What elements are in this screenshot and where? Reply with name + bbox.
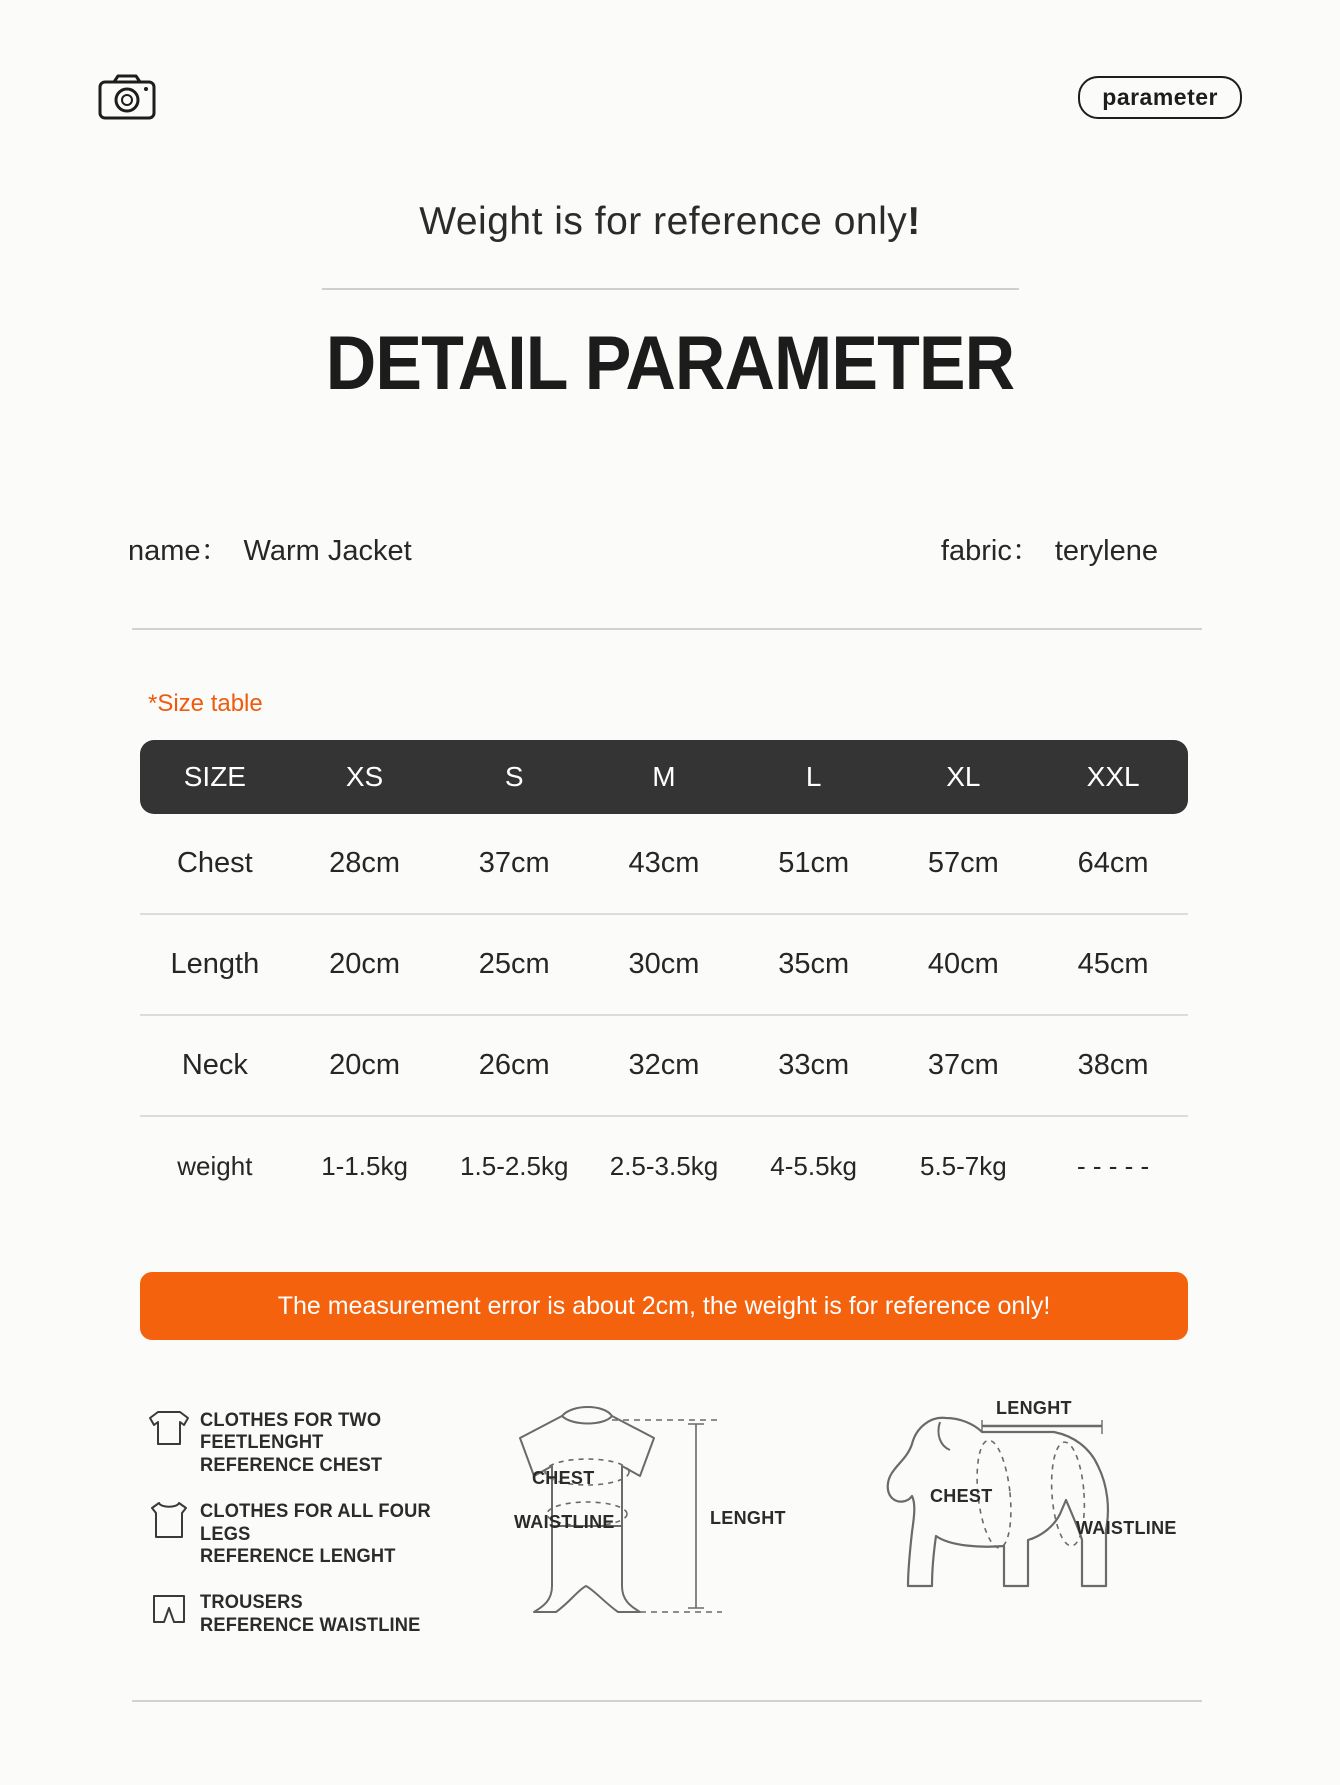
shirt-waistline-label: WAISTLINE xyxy=(514,1512,615,1532)
table-cell: 20cm xyxy=(290,1015,440,1116)
legend-line-2: REFERENCE CHEST xyxy=(200,1454,383,1476)
legend-list xyxy=(138,1408,498,1659)
tshirt-icon xyxy=(138,1408,200,1448)
table-cell: 37cm xyxy=(439,814,589,914)
measurement-guide xyxy=(0,1390,1340,1660)
table-cell: 1-1.5kg xyxy=(321,1151,408,1181)
trousers-icon xyxy=(138,1590,200,1628)
product-name xyxy=(128,528,412,569)
divider-under-meta xyxy=(132,628,1202,630)
table-cell: 2.5-3.5kg xyxy=(609,1151,719,1181)
table-cell: 33cm xyxy=(739,1015,889,1116)
parameter-badge: parameter xyxy=(1078,76,1242,119)
table-row xyxy=(140,1116,1188,1216)
camera-icon xyxy=(98,74,156,120)
table-cell: 25cm xyxy=(439,914,589,1015)
table-row xyxy=(140,914,1188,1015)
table-cell: 32cm xyxy=(589,1015,739,1116)
table-cell: 5.5-7kg xyxy=(920,1151,1007,1181)
table-cell: 35cm xyxy=(739,914,889,1015)
table-cell: 38cm xyxy=(1038,1015,1188,1116)
table-cell: 57cm xyxy=(889,814,1039,914)
table-header-cell: XL xyxy=(889,740,1039,814)
table-header-row xyxy=(140,740,1188,814)
table-cell: 4-5.5kg xyxy=(770,1151,858,1181)
table-cell: 40cm xyxy=(889,914,1039,1015)
size-table-body xyxy=(140,814,1188,1216)
table-header-cell: L xyxy=(739,740,889,814)
legend-line-1: CLOTHES FOR ALL FOUR LEGS xyxy=(200,1501,431,1545)
product-fabric-label: fabric： xyxy=(940,535,1041,567)
list-item xyxy=(138,1499,498,1568)
size-table-head xyxy=(140,740,1188,814)
dog-length-label: LENGHT xyxy=(996,1398,1072,1418)
table-cell: 30cm xyxy=(589,914,739,1015)
divider-bottom xyxy=(132,1700,1202,1702)
table-cell: - - - - - xyxy=(1077,1151,1150,1181)
product-name-value: Warm Jacket xyxy=(243,535,412,567)
shirt-measurement-diagram xyxy=(500,1390,840,1650)
row-label: Length xyxy=(140,914,290,1015)
subtitle-text: Weight is for reference only xyxy=(419,200,908,243)
dog-chest-label: CHEST xyxy=(930,1486,993,1506)
table-header-cell: XXL xyxy=(1038,740,1188,814)
size-table-wrapper xyxy=(140,740,1188,1216)
legend-text xyxy=(200,1590,421,1637)
table-header-cell: M xyxy=(589,740,739,814)
table-cell: 51cm xyxy=(739,814,889,914)
size-table-caption: *Size table xyxy=(148,690,263,717)
page-title: DETAIL PARAMETER xyxy=(325,321,1015,406)
top-bar xyxy=(0,62,1340,122)
product-fabric xyxy=(941,528,1158,569)
vest-icon xyxy=(138,1499,200,1541)
legend-line-1: TROUSERS xyxy=(200,1592,303,1614)
product-meta xyxy=(128,528,1158,569)
table-header-cell: SIZE xyxy=(140,740,290,814)
table-header-cell: S xyxy=(439,740,589,814)
table-cell: 64cm xyxy=(1038,814,1188,914)
size-table xyxy=(140,740,1188,1216)
row-label: weight xyxy=(177,1151,253,1181)
row-label: Neck xyxy=(140,1015,290,1116)
legend-text xyxy=(200,1408,486,1477)
dog-waistline-label: WAISTLINE xyxy=(1076,1518,1177,1538)
legend-line-2: REFERENCE WAISTLINE xyxy=(200,1614,421,1636)
legend-text xyxy=(200,1499,486,1568)
product-name-label: name： xyxy=(128,535,230,567)
table-row xyxy=(140,1015,1188,1116)
shirt-length-label: LENGHT xyxy=(710,1508,786,1528)
table-cell: 26cm xyxy=(439,1015,589,1116)
dog-measurement-diagram xyxy=(870,1390,1230,1650)
table-cell: 37cm xyxy=(889,1015,1039,1116)
table-cell: 1.5-2.5kg xyxy=(460,1151,569,1181)
table-row xyxy=(140,814,1188,914)
subtitle xyxy=(0,200,1340,244)
table-cell: 43cm xyxy=(589,814,739,914)
table-cell: 28cm xyxy=(290,814,440,914)
list-item xyxy=(138,1590,498,1637)
subtitle-exclamation: ! xyxy=(907,200,921,243)
shirt-chest-label: CHEST xyxy=(532,1468,595,1488)
table-header-cell: XS xyxy=(290,740,440,814)
list-item xyxy=(138,1408,498,1477)
divider-under-subtitle xyxy=(322,288,1019,290)
table-cell: 20cm xyxy=(290,914,440,1015)
legend-line-2: REFERENCE LENGHT xyxy=(200,1546,396,1568)
row-label: Chest xyxy=(140,814,290,914)
legend-line-1: CLOTHES FOR TWO FEETLENGHT xyxy=(200,1410,382,1454)
table-cell: 45cm xyxy=(1038,914,1188,1015)
product-fabric-value: terylene xyxy=(1054,535,1158,567)
measurement-note-banner: The measurement error is about 2cm, the weight is for reference only! xyxy=(140,1272,1188,1340)
